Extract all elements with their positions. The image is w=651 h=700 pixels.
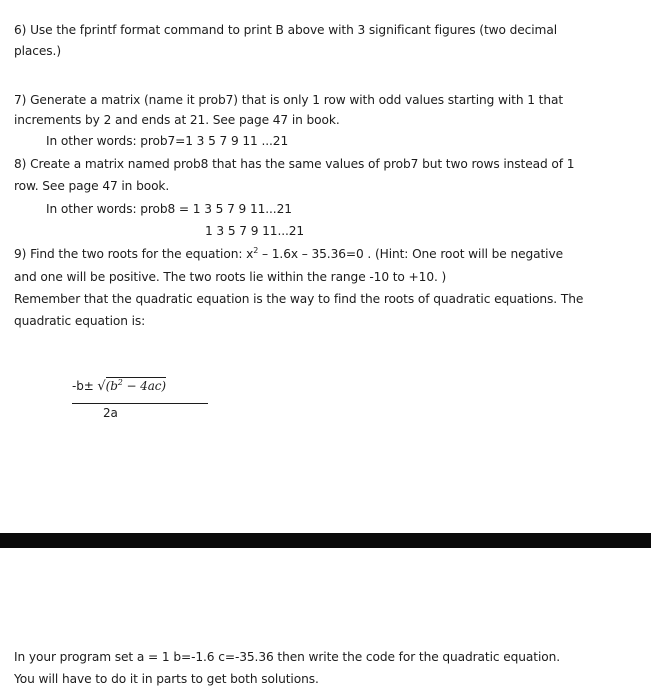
- radicand-open: (b: [105, 379, 118, 393]
- q8-example: In other words: prob8 = 1 3 5 7 9 11...21: [46, 202, 292, 216]
- q7-example: In other words: prob7=1 3 5 7 9 11 ...21: [46, 134, 289, 148]
- q7-line-1: 7) Generate a matrix (name it prob7) that is only 1 row with odd values starting with 1 that: [14, 93, 564, 107]
- q7-line-2: increments by 2 and ends at 21. See page 47 in book.: [14, 113, 340, 127]
- q8-line-1: 8) Create a matrix named prob8 that has the same values of prob7 but two rows instead of 1: [14, 157, 575, 171]
- formula-numerator: [72, 377, 166, 394]
- footer-line-1: In your program set a = 1 b=-1.6 c=-35.36 then write the code for the quadratic equation.: [14, 650, 560, 664]
- q9-exponent: 2: [253, 246, 259, 255]
- radicand-exponent: 2: [117, 378, 123, 387]
- q9-line-1-prefix: 9) Find the two roots for the equation: x: [14, 247, 254, 261]
- q9-line-1: [14, 246, 563, 262]
- q8-example-row-2: 1 3 5 7 9 11...21: [205, 224, 305, 238]
- fraction-bar: [72, 403, 208, 404]
- q9-line-3: Remember that the quadratic equation is the way to find the roots of quadratic equations. The: [14, 292, 584, 306]
- q9-line-2: and one will be positive. The two roots lie within the range -10 to +10. ): [14, 270, 447, 284]
- footer-line-2: You will have to do it in parts to get both solutions.: [14, 672, 319, 686]
- q9-line-1-suffix: – 1.6x – 35.36=0 . (Hint: One root will be negative: [258, 247, 563, 261]
- radicand-rest: − 4ac): [122, 379, 166, 393]
- black-divider-band: [0, 533, 651, 548]
- q6-line-2: places.): [14, 44, 61, 58]
- sqrt-icon: √: [97, 379, 106, 394]
- q6-line-1: 6) Use the fprintf format command to print B above with 3 significant figures (two decimal: [14, 23, 557, 37]
- q8-line-2: row. See page 47 in book.: [14, 179, 170, 193]
- formula-sqrt: [97, 377, 166, 394]
- formula-numerator-prefix: -b±: [72, 379, 98, 393]
- formula-radicand: [106, 377, 166, 393]
- q9-line-4: quadratic equation is:: [14, 314, 146, 328]
- formula-denominator: 2a: [103, 406, 118, 420]
